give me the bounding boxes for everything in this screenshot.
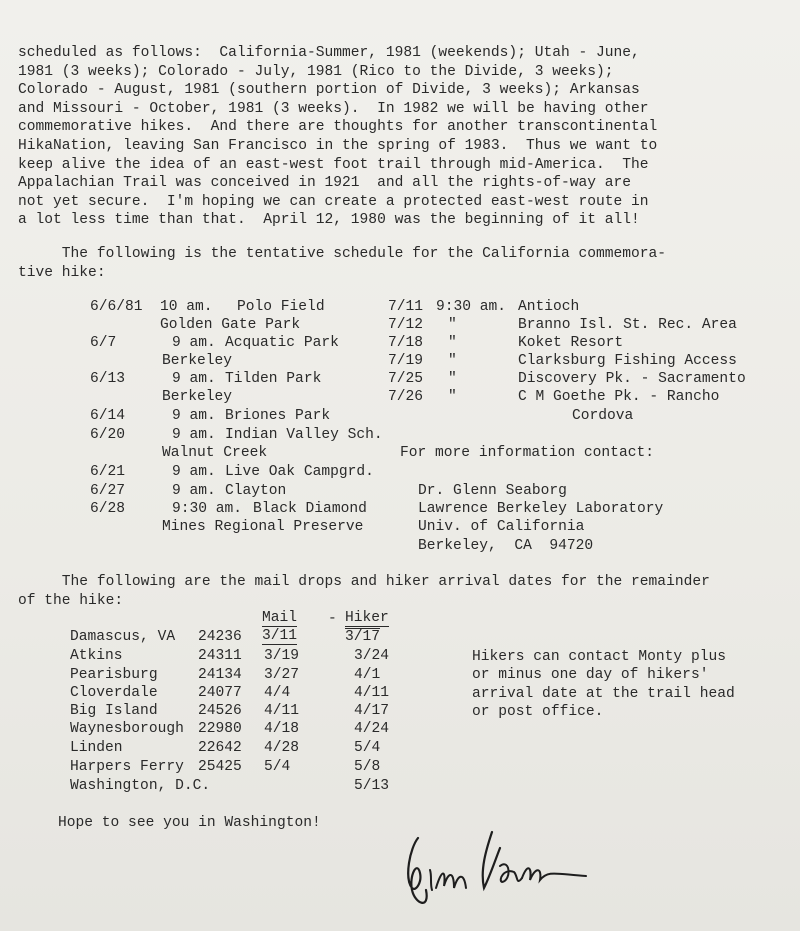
schedule-date: 6/27: [90, 483, 126, 499]
schedule-place: Cordova: [572, 408, 634, 424]
handwritten-signature: [400, 818, 600, 918]
mail-town: Waynesborough: [70, 721, 184, 737]
mail-date: 5/4: [264, 759, 291, 775]
schedule-time: ": [448, 353, 457, 369]
contact-heading: For more information contact:: [400, 445, 654, 461]
text-line: keep alive the idea of an east-west foot trail through mid-America. The: [18, 156, 649, 173]
schedule-date: 6/6/81: [90, 299, 143, 315]
contact-line: Berkeley, CA 94720: [418, 538, 594, 554]
schedule-time: ": [448, 335, 457, 351]
mail-town: Pearisburg: [70, 667, 158, 683]
schedule-place: Branno Isl. St. Rec. Area: [518, 317, 737, 333]
mail-zip: 22980: [198, 721, 242, 737]
schedule-date: 6/28: [90, 501, 126, 517]
schedule-place: Indian Valley Sch.: [225, 427, 383, 443]
schedule-place: Berkeley: [162, 389, 233, 405]
schedule-date: 7/12: [388, 317, 424, 333]
schedule-place: Discovery Pk. - Sacramento: [518, 371, 746, 387]
schedule-date: 7/18: [388, 335, 424, 351]
note-line: or post office.: [472, 704, 604, 720]
schedule-date: 6/13: [90, 371, 126, 387]
text-line: commemorative hikes. And there are thoughts for another transcontinental: [18, 119, 658, 136]
hiker-date: 5/13: [354, 778, 390, 794]
schedule-place: Acquatic Park: [225, 335, 339, 351]
text-line: 1981 (3 weeks); Colorado - July, 1981 (Rico to the Divide, 3 weeks);: [18, 63, 614, 80]
schedule-intro: [18, 245, 798, 282]
intro-paragraph: [18, 44, 798, 230]
schedule-place: Antioch: [518, 299, 580, 315]
text-line: The following are the mail drops and hiker arrival dates for the remainder: [18, 574, 710, 590]
mail-town: Damascus, VA: [70, 629, 176, 645]
hiker-date: 3/17: [345, 629, 381, 645]
note-line: or minus one day of hikers': [472, 667, 709, 683]
mail-town: Atkins: [70, 648, 123, 664]
text-line: a lot less time than that. April 12, 1980 was the beginning of it all!: [18, 212, 640, 229]
schedule-date: 6/14: [90, 408, 126, 424]
mail-date: 4/28: [264, 740, 300, 756]
text-line: scheduled as follows: California-Summer, 1981 (weekends); Utah - June,: [18, 45, 640, 61]
mail-date: 4/11: [264, 703, 300, 719]
mail-town: Linden: [70, 740, 123, 756]
text-line: and Missouri - October, 1981 (3 weeks). In 1982 we will be having other: [18, 100, 649, 117]
closing-line: Hope to see you in Washington!: [58, 815, 321, 831]
schedule-place: Golden Gate Park: [160, 317, 301, 333]
schedule-place: Walnut Creek: [162, 445, 268, 461]
mail-column-header: Mail: [262, 610, 298, 626]
schedule-date: 7/26: [388, 389, 424, 405]
schedule-time: 9:30 am.: [172, 501, 243, 517]
hiker-date: 4/11: [354, 685, 390, 701]
mail-date: 4/4: [264, 685, 291, 701]
contact-line: Dr. Glenn Seaborg: [418, 483, 567, 499]
mail-town: Harpers Ferry: [70, 759, 184, 775]
schedule-place: Mines Regional Preserve: [162, 519, 364, 535]
hiker-date: 5/4: [354, 740, 381, 756]
mail-zip: 22642: [198, 740, 242, 756]
schedule-place: Clarksburg Fishing Access: [518, 353, 737, 369]
note-line: arrival date at the trail head: [472, 686, 735, 702]
mail-town: Washington, D.C.: [70, 778, 211, 794]
text-line: Colorado - August, 1981 (southern portion of Divide, 3 weeks); Arkansas: [18, 82, 640, 99]
schedule-date: 7/25: [388, 371, 424, 387]
text-line: of the hike:: [18, 592, 124, 609]
schedule-time: 9 am.: [172, 483, 216, 499]
schedule-place: Clayton: [225, 483, 287, 499]
text-line: not yet secure. I'm hoping we can create a protected east-west route in: [18, 193, 649, 210]
schedule-place: Koket Resort: [518, 335, 624, 351]
schedule-place: C M Goethe Pk. - Rancho: [518, 389, 720, 405]
schedule-place: Live Oak Campgrd.: [225, 464, 374, 480]
hiker-date: 3/24: [354, 648, 390, 664]
schedule-time: 9 am.: [172, 371, 216, 387]
mail-town: Big Island: [70, 703, 158, 719]
mail-zip: 24134: [198, 667, 242, 683]
mail-zip: 24077: [198, 685, 242, 701]
schedule-time: 9:30 am.: [436, 299, 507, 315]
mail-town: Cloverdale: [70, 685, 158, 701]
schedule-place: Berkeley: [162, 353, 233, 369]
schedule-place: Black Diamond: [253, 501, 367, 517]
schedule-date: 7/11: [388, 299, 424, 315]
schedule-place: Polo Field: [237, 299, 325, 315]
schedule-time: ": [448, 371, 457, 387]
dash-mark: -: [328, 611, 337, 627]
schedule-time: ": [448, 317, 457, 333]
mail-date: 3/19: [264, 648, 300, 664]
mail-date: 4/18: [264, 721, 300, 737]
schedule-date: 6/21: [90, 464, 126, 480]
schedule-place: Briones Park: [225, 408, 331, 424]
mail-zip: 25425: [198, 759, 242, 775]
mail-intro: [18, 573, 798, 610]
note-line: Hikers can contact Monty plus: [472, 649, 726, 665]
schedule-date: 6/20: [90, 427, 126, 443]
text-line: HikaNation, leaving San Francisco in the spring of 1983. Thus we want to: [18, 137, 658, 154]
mail-zip: 24236: [198, 629, 242, 645]
text-line: Appalachian Trail was conceived in 1921 and all the rights-of-way are: [18, 175, 632, 192]
schedule-time: 9 am.: [172, 427, 216, 443]
hiker-date: 4/1: [354, 667, 381, 683]
schedule-date: 7/19: [388, 353, 424, 369]
mail-zip: 24526: [198, 703, 242, 719]
schedule-time: ": [448, 389, 457, 405]
contact-line: Univ. of California: [418, 519, 585, 535]
hiker-column-header: Hiker: [345, 610, 389, 626]
schedule-time: 10 am.: [160, 299, 213, 315]
hiker-date: 4/17: [354, 703, 390, 719]
schedule-place: Tilden Park: [225, 371, 322, 387]
text-line: tive hike:: [18, 264, 106, 281]
text-line: The following is the tentative schedule for the California commemora-: [18, 246, 667, 262]
mail-zip: 24311: [198, 648, 242, 664]
contact-line: Lawrence Berkeley Laboratory: [418, 501, 664, 517]
schedule-date: 6/7: [90, 335, 117, 351]
schedule-time: 9 am.: [172, 408, 216, 424]
hiker-date: 4/24: [354, 721, 390, 737]
mail-date: 3/11: [262, 628, 298, 644]
schedule-time: 9 am.: [172, 335, 216, 351]
mail-date: 3/27: [264, 667, 300, 683]
hiker-date: 5/8: [354, 759, 381, 775]
schedule-time: 9 am.: [172, 464, 216, 480]
